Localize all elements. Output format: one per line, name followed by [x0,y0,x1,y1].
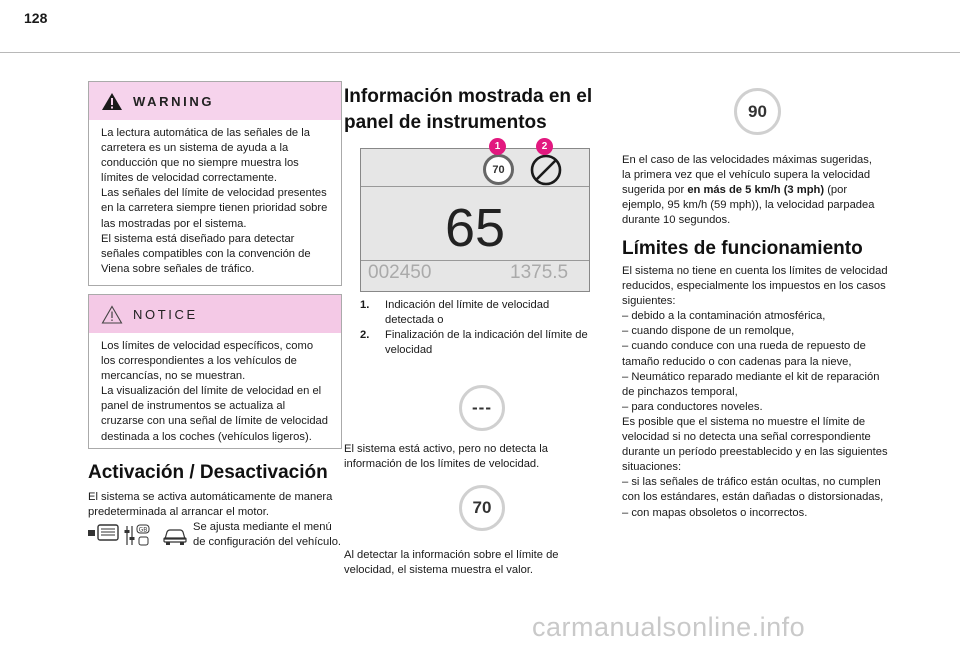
no-limit-detected-sign [459,385,505,431]
panel-bottom-divider [361,260,589,261]
menu-text-line: Se ajusta mediante el menú [193,521,332,533]
warning-box [88,81,342,286]
notice-triangle-icon [101,305,123,324]
panel-speed: 65 [444,198,506,258]
limit-case: – debido a la contaminación atmosférica, [622,310,826,323]
advised-90-sign [734,88,781,135]
activation-text: El sistema se activa automáticamente de manera predeterminada al arrancar el motor. [88,491,333,519]
warning-header [89,82,341,120]
panel-trip: 1375.5 [510,262,569,283]
page-number: 128 [24,10,48,26]
watermark: carmanualsonline.info [532,612,806,642]
panel-limit-value: 70 [492,163,505,176]
notice-box [88,294,342,449]
menu-text-line: de configuración del vehículo. [193,536,342,549]
step-text: Indicación del límite de velocidad detectada o [385,299,550,327]
notice-paragraph: La visualización del límite de velocidad en el panel de instrumentos se actualiza al cruzarse con una señal de límite de velocidad destinada a los coches (vehículos ligeros). [101,385,328,443]
info-heading-line: Información mostrada en el [344,86,593,107]
header-divider [0,52,960,53]
dashboard-screen-icon [88,523,122,545]
speed-limit-70-sign [459,485,505,531]
active-text: El sistema está activo, pero no detecta la información de los límites de velocidad. [344,443,548,471]
limit-case: – cuando dispone de un remolque, [622,325,795,338]
end-of-limit-icon [529,153,563,187]
advised-text-post: (por ejemplo, 95 km/h (59 mph)), la velocidad parpadea durante 10 segundos. [622,184,875,227]
warning-triangle-icon [101,92,123,111]
info-heading [344,84,604,136]
advised-text-bold: en más de 5 km/h (3 mph) [687,184,825,197]
limits-intro: El sistema no tiene en cuenta los límites de velocidad reducidos, especialmente los impuestos en los casos siguientes: [622,265,888,308]
advised-text [622,153,882,228]
callout-2 [536,138,553,155]
panel-limit-sign [483,154,514,185]
car-icon [162,526,188,546]
situation-item: – con mapas obsoletos o incorrectos. [622,506,808,519]
dash-sign-label: --- [472,398,492,417]
notice-title: NOTICE [133,306,198,322]
step-item [360,298,600,328]
info-heading-line: panel de instrumentos [344,112,547,133]
warning-paragraph: La lectura automática de las señales de la carretera es un sistema de ayuda a la conducción que no siempre muestra los límites de velocidad correctamente. [101,127,310,185]
detect-text: Al detectar la información sobre el límite de velocidad, el sistema muestra el valor. [344,549,559,577]
warning-paragraph: El sistema está diseñado para detectar señales compatibles con la convención de Viena sobre señales de tráfico. [101,232,311,275]
notice-body [89,333,341,445]
warning-body [89,120,341,277]
svg-text:GB: GB [138,526,148,534]
limit-case: – cuando conduce con una rueda de repuesto de tamaño reducido o con cadenas para la nieve, [622,340,866,368]
panel-odometer: 002450 [368,262,432,283]
menu-text [193,520,343,550]
instrument-panel [360,136,590,292]
callout-1 [489,138,506,155]
step-number: 1. [360,299,370,311]
steps-list [360,298,600,358]
callout-2-label: 2 [541,141,548,152]
limits-body [622,264,892,521]
warning-paragraph: Las señales del límite de velocidad presentes en la carretera siempre tienen prioridad sobre las mostradas por el sistema. [101,187,328,230]
warning-title: WARNING [133,93,215,109]
step-item [360,328,600,358]
step-text: Finalización de la indicación del límite de velocidad [385,329,588,357]
menu-icons [88,523,190,547]
sign-70-label: 70 [472,498,492,517]
advised-text-pre: En el caso de las velocidades máximas sugeridas, la primera vez que el vehículo supera la velocidad sugerida por [622,154,872,197]
settings-sliders-icon [124,523,154,547]
sign-90-label: 90 [748,101,767,121]
situation-item: – si las señales de tráfico están ocultas, no cumplen con los estándares, están dañadas o distorsionadas, [622,476,884,504]
limits-heading: Límites de funcionamiento [622,238,863,259]
limit-case: – para conductores noveles. [622,400,763,413]
step-number: 2. [360,329,370,342]
notice-paragraph: Los límites de velocidad específicos, como los correspondientes a los vehículos de mercancías, no se muestran. [101,340,314,383]
activation-heading: Activación / Desactivación [88,462,328,483]
limit-case: – Neumático reparado mediante el kit de reparación de pinchazos temporal, [622,370,880,398]
possible-text: Es posible que el sistema no muestre el límite de velocidad si no detecta una señal correspondiente durante un período preestablecido y en las siguientes situaciones: [622,415,888,474]
notice-header [89,295,341,333]
callout-1-label: 1 [494,141,501,152]
